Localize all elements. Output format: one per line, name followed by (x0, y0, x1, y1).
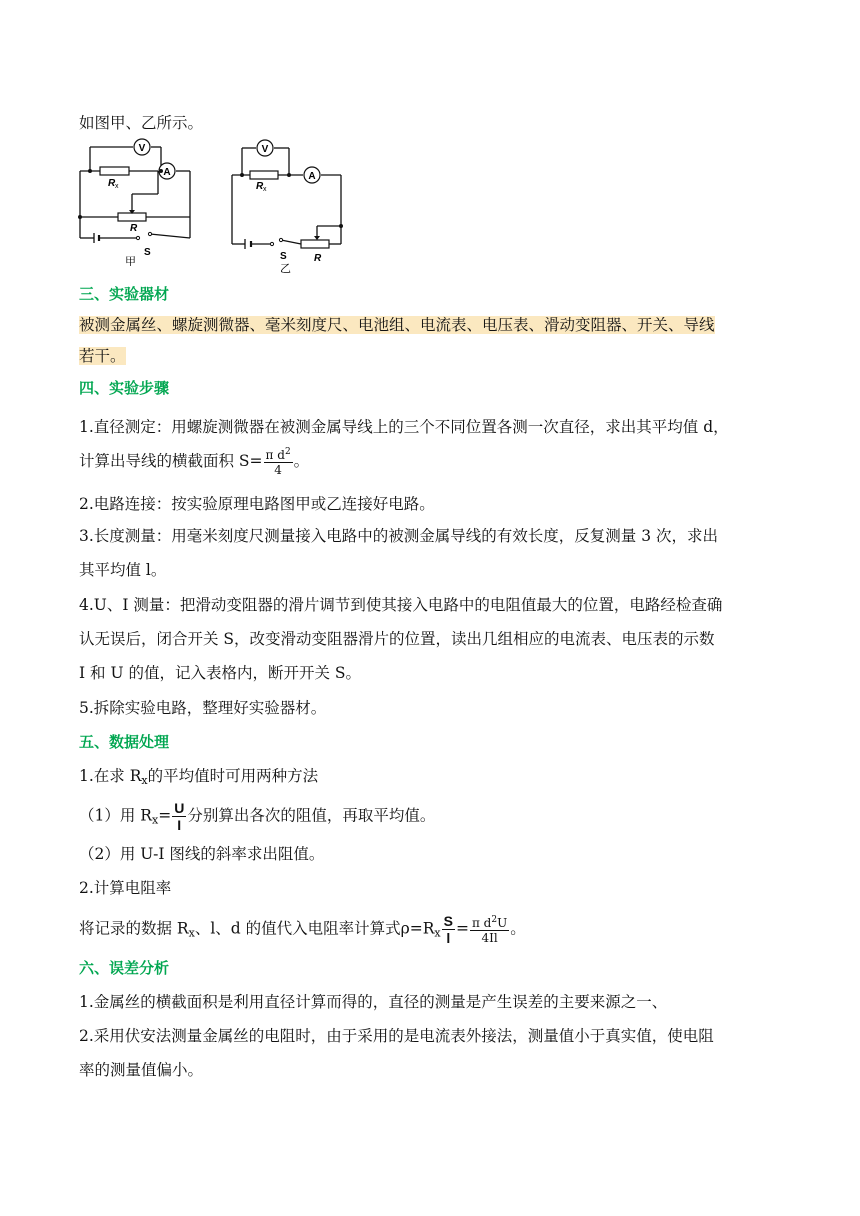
resistivity-formula: 将记录的数据 $R_x$、l、d 的值代入电阻率计算式$\rho=R_x$ $\frac{S}{l}$ = $\frac{\pi d^2U}{4Il}$ 。 (79, 913, 526, 946)
step-1-formula: 计算出导线的横截面积 S= $\frac{\pi d^2}{4}$ 。 (79, 447, 310, 477)
resistance-fraction: $\frac{U}{I}$ (174, 800, 185, 833)
circuit-caption-yi: 乙 (280, 263, 291, 274)
method-2: （2）用 U-I 图线的斜率求出阻值。 (79, 845, 325, 863)
rheostat-label: R (130, 223, 138, 234)
ammeter-label: A (163, 167, 171, 178)
heading-steps: 四、实验步骤 (79, 379, 170, 397)
step-4-cont1: 认无误后，闭合开关 S，改变滑动变阻器滑片的位置，读出几组相应的电流表、电压表的示数 (79, 630, 715, 648)
data-point-1: 1.在求 $R_x$的平均值时可用两种方法 (79, 767, 319, 787)
heading-data-processing: 五、数据处理 (79, 733, 170, 751)
step-3: 3.长度测量：用毫米刻度尺测量接入电路中的被测金属导线的有效长度，反复测量 3 次，求出 (79, 527, 719, 545)
circuit-diagram-jia (72, 138, 202, 266)
area-fraction: $\frac{\pi d^2}{4}$ (265, 447, 291, 477)
data-point-2: 2.计算电阻率 (79, 879, 172, 897)
intro-text: 如图甲、乙所示。 (79, 114, 204, 132)
resistor-sub: x (115, 183, 119, 190)
error-2-cont: 率的测量值偏小。 (79, 1061, 204, 1079)
equipment-text-cont: 若干。 (79, 347, 126, 365)
circuit-caption-jia: 甲 (125, 256, 136, 266)
step-5: 5.拆除实验电路，整理好实验器材。 (79, 699, 327, 717)
heading-error-analysis: 六、误差分析 (79, 959, 170, 977)
rheostat-label: R (314, 253, 322, 264)
error-1: 1.金属丝的横截面积是利用直径计算而得的，直径的测量是产生误差的主要来源之一、 (79, 993, 668, 1011)
resistor-label: R (256, 181, 264, 192)
step-3-cont: 其平均值 l。 (79, 561, 167, 579)
step-1: 1.直径测定：用螺旋测微器在被测金属导线上的三个不同位置各测一次直径，求出其平均值 d， (79, 418, 729, 436)
step-2: 2.电路连接：按实验原理电路图甲或乙连接好电路。 (79, 495, 435, 513)
switch-label: S (144, 247, 151, 258)
step-4-cont2: I 和 U 的值，记入表格内，断开开关 S。 (79, 664, 362, 682)
switch-label: S (280, 251, 287, 262)
heading-equipment: 三、实验器材 (79, 285, 170, 303)
error-2: 2.采用伏安法测量金属丝的电阻时，由于采用的是电流表外接法，测量值小于真实值，使电阻 (79, 1027, 714, 1045)
equipment-text: 被测金属丝、螺旋测微器、毫米刻度尺、电池组、电流表、电压表、滑动变阻器、开关、导线 (79, 316, 715, 334)
voltmeter-label: V (138, 143, 146, 154)
resistor-sub: x (263, 186, 267, 193)
voltmeter-label: V (261, 144, 269, 155)
circuit-diagram-yi (225, 136, 355, 274)
ammeter-label: A (308, 171, 316, 182)
method-1: （1）用 $R_x=$ $\frac{U}{I}$ 分别算出各次的阻值，再取平均值。 (79, 800, 436, 833)
step-4: 4.U、I 测量：把滑动变阻器的滑片调节到使其接入电路中的电阻值最大的位置，电路经检查确 (79, 596, 723, 614)
resistivity-fraction-2: $\frac{\pi d^2U}{4Il}$ (471, 914, 508, 945)
resistor-label: R (108, 178, 116, 189)
resistivity-fraction-1: $\frac{S}{l}$ (443, 913, 453, 946)
